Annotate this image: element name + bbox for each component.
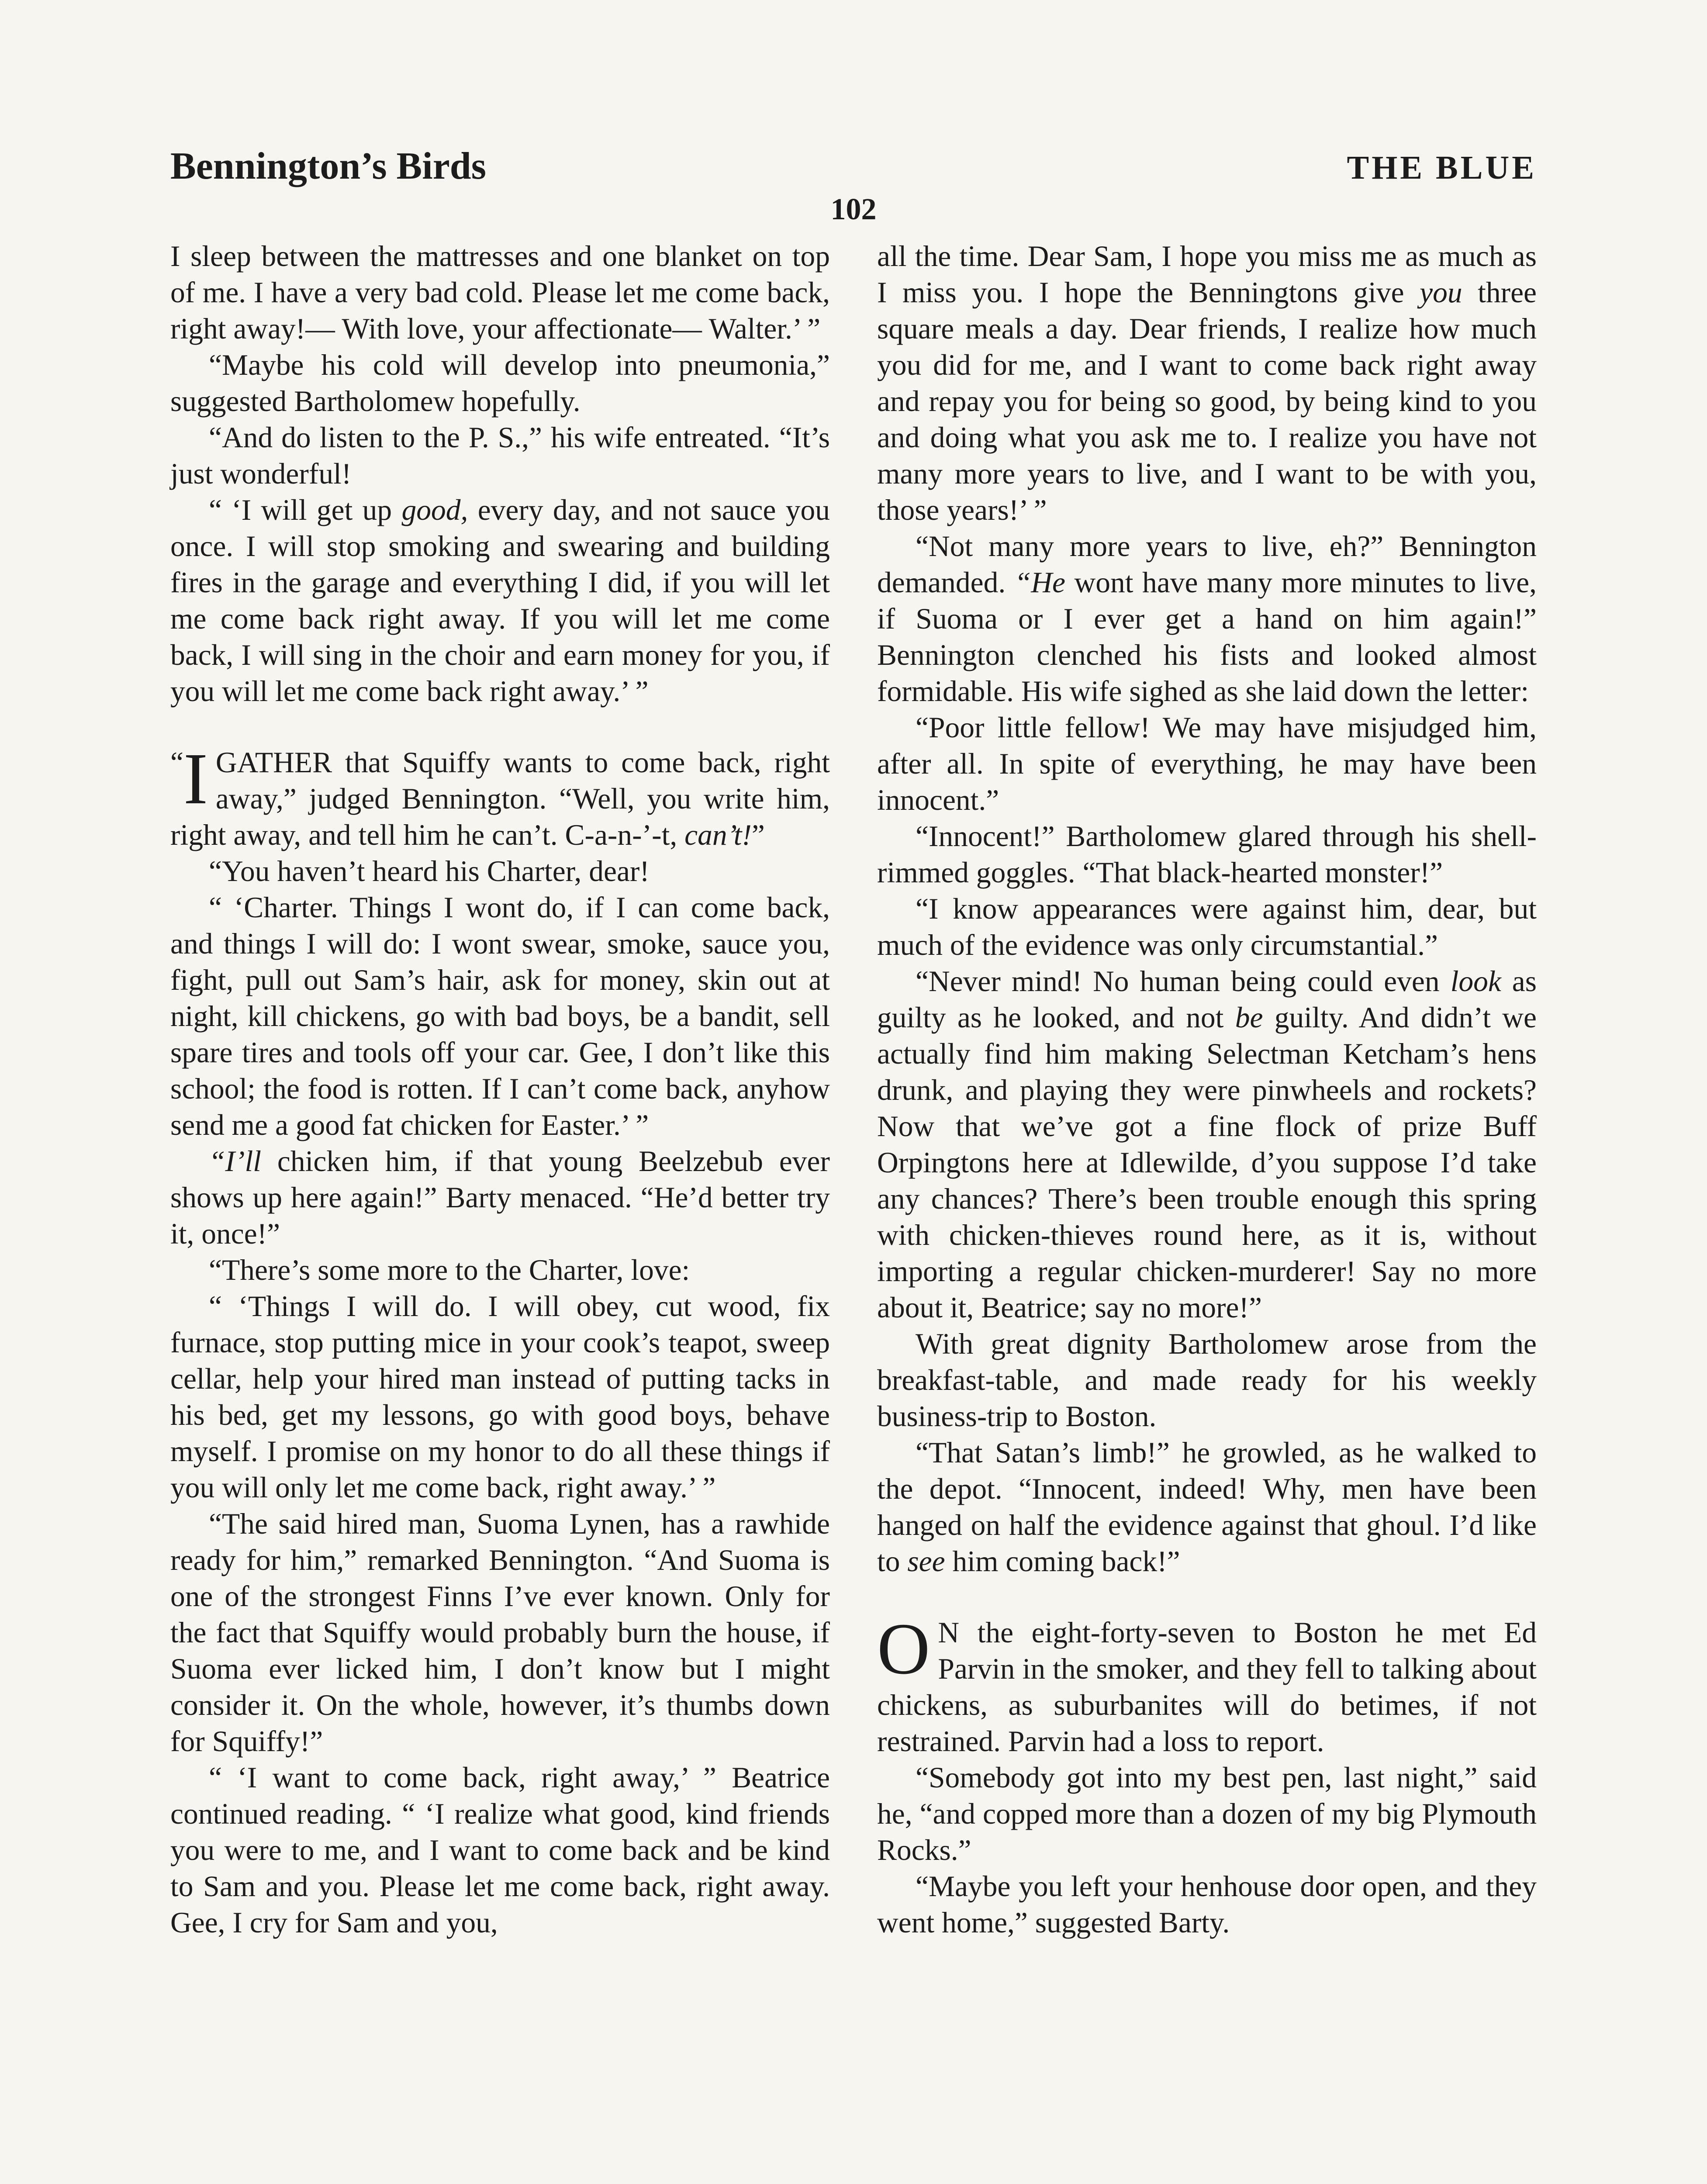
text-run: chicken him, if that young Beelzebub ever shows up here again!” Barty menaced. “He’d better try it, once!”: [170, 1145, 830, 1250]
text-run: guilty. And didn’t we actually find him making Selectman Ketcham’s hens drunk, and playing they were pinwheels and rockets? Now that we’ve got a fine flock of prize Buff Orpingtons here at Idlewilde, d’you suppose I’d take any chances? There’s been trouble enough this spring with chicken-thieves round here, as it is, without importing a regular chicken-murderer! Say no more about it, Beatrice; say no more!”: [877, 1001, 1537, 1324]
paragraph: [877, 528, 1537, 709]
section-start-paragraph: [877, 1608, 1537, 1759]
text-run: every day, and not sauce you once. I will stop smoking and swearing and building fires in the garage and everything I did, if you will let me come back right away. If you will let me come back, I will sing in the choir and earn money for you, if you will let me come back right away.’ ”: [170, 494, 830, 708]
emphasis: “He: [1014, 566, 1066, 599]
paragraph: “And do listen to the P. S.,” his wife entreated. “It’s just wonderful!: [170, 421, 830, 490]
paragraph: I sleep between the mattresses and one blanket on top of me. I have a very bad cold. Please let me come back, right away!— With love, your affectionate— Walter.’ ”: [170, 240, 830, 345]
left-column: [170, 238, 830, 2184]
text-run: “Not many more years to live, eh?” Bennington demanded.: [877, 530, 1537, 599]
paragraph: “The said hired man, Suoma Lynen, has a rawhide ready for him,” remarked Bennington. “And Suoma is one of the strongest Finns I’ve ever known. Only for the fact that Squiffy would probably burn the house, if Suoma ever licked him, I don’t know but I might consider it. On the whole, however, it’s thumbs down for Squiffy!”: [170, 1507, 830, 1758]
paragraph: [170, 1143, 830, 1252]
text-run: “That Satan’s limb!” he growled, as he walked to the depot. “Innocent, indeed! Why, men have been hanged on half the evidence against that ghoul. I’d like to: [877, 1436, 1537, 1578]
paragraph: “Maybe his cold will develop into pneumonia,” suggested Bartholomew hopefully.: [170, 349, 830, 418]
paragraph: “Maybe you left your henhouse door open, and they went home,” suggested Barty.: [877, 1870, 1537, 1939]
running-title: Bennington’s Birds: [170, 145, 486, 187]
paragraph: “ ‘Things I will do. I will obey, cut wood, fix furnace, stop putting mice in your cook’s teapot, sweep cellar, help your hired man instead of putting tacks in his bed, get my lessons, go with good boys, behave myself. I promise on my honor to do all these things if you will only let me come back, right away.’ ”: [170, 1290, 830, 1504]
emphasis: be: [1235, 1001, 1263, 1034]
paragraph: [170, 492, 830, 709]
text-run: N the eight-forty-seven to Boston he met Ed Parvin in the smoker, and they fell to talking about chickens, as suburbanites will do betimes, if not restrained. Parvin had a loss to report.: [877, 1616, 1537, 1758]
drop-cap: O: [877, 1608, 930, 1690]
paragraph: “You haven’t heard his Charter, dear!: [209, 855, 650, 888]
text-run: “Never mind! No human being could even: [916, 965, 1451, 998]
text-run: wont have many more minutes to live, if Suoma or I ever get a hand on him again!” Bennington clenched his fists and looked almost formidable. His wife sighed as she laid down the letter:: [877, 566, 1537, 708]
paragraph: [877, 1434, 1537, 1579]
paragraph: With great dignity Bartholomew arose from the breakfast-table, and made ready for his weekly business-trip to Boston.: [877, 1327, 1537, 1433]
paragraph: “Innocent!” Bartholomew glared through his shell-rimmed goggles. “That black-hearted monster!”: [877, 820, 1537, 889]
magazine-name: THE BLUE: [1347, 149, 1537, 186]
paragraph: “ ‘Charter. Things I wont do, if I can come back, and things I will do: I wont swear, smoke, sauce you, fight, pull out Sam’s hair, ask for money, skin out at night, kill chickens, go with bad boys, be a bandit, sell spare tires and tools off your car. Gee, I don’t like this school; the food is rotten. If I can’t come back, anyhow send me a good fat chicken for Easter.’ ”: [170, 891, 830, 1141]
article-body: [170, 238, 1537, 2184]
text-run: ”: [751, 819, 765, 851]
open-quote: “: [170, 746, 183, 779]
right-column: [877, 238, 1537, 2184]
paragraph: [877, 963, 1537, 1326]
paragraph: “ ‘I want to come back, right away,’ ” Beatrice continued reading. “ ‘I realize what good, kind friends you were to me, and I want to come back and be kind to Sam and you. Please let me come back, right away. Gee, I cry for Sam and you,: [170, 1761, 830, 1939]
emphasis: good,: [401, 494, 468, 526]
paragraph: [877, 238, 1537, 528]
paragraph: “Somebody got into my best pen, last night,” said he, “and copped more than a dozen of my big Plymouth Rocks.”: [877, 1761, 1537, 1866]
text-run: him coming back!”: [945, 1545, 1180, 1578]
text-run: GATHER that Squiffy wants to come back, right away,” judged Bennington. “Well, you write him, right away, and tell him he can’t. C-a-n-’-t,: [170, 746, 830, 851]
emphasis: can’t!: [684, 819, 752, 851]
emphasis: look: [1450, 965, 1501, 998]
text-run: “ ‘I will get up: [209, 494, 402, 526]
drop-cap: I: [183, 738, 208, 819]
paragraph: “There’s some more to the Charter, love:: [209, 1254, 690, 1286]
page-number: 102: [830, 193, 877, 226]
text-run: three square meals a day. Dear friends, I realize how much you did for me, and I want to come back right away and repay you for being so good, by being kind to you and doing what you ask me to. I realize you have not many more years to live, and I want to be with you, those years!’ ”: [877, 276, 1537, 526]
text-run: all the time. Dear Sam, I hope you miss me as much as I miss you. I hope the Benningtons give: [877, 240, 1537, 309]
paragraph: “Poor little fellow! We may have misjudged him, after all. In spite of everything, he may have been innocent.”: [877, 711, 1537, 816]
emphasis: “I’ll: [209, 1145, 262, 1178]
emphasis: you: [1420, 276, 1462, 309]
text-run: as guilty as he looked, and not: [877, 965, 1537, 1034]
section-start-paragraph: [170, 738, 830, 853]
paragraph: “I know appearances were against him, dear, but much of the evidence was only circumstantial.”: [877, 892, 1537, 961]
emphasis: see: [907, 1545, 945, 1578]
